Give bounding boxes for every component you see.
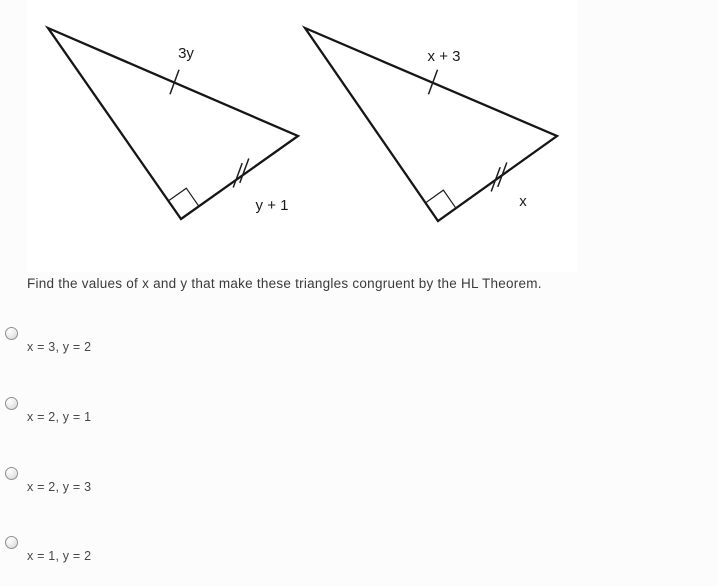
radio-button-4[interactable] [5,536,18,549]
answer-option-2[interactable] [0,397,420,441]
triangles-diagram [0,0,718,272]
right-hypotenuse-label: x + 3 [427,48,461,65]
left-hypotenuse-label: 3y [178,45,194,62]
right-triangle [305,28,557,221]
radio-button-3[interactable] [5,467,18,480]
option-label-4[interactable]: x = 1, y = 2 [27,549,92,563]
right-right-angle-marker [426,190,456,208]
radio-button-1[interactable] [5,327,18,340]
right-leg-label: x [519,193,527,210]
option-label-3[interactable]: x = 2, y = 3 [27,480,92,494]
right-leg-tick-1 [491,167,500,191]
left-right-angle-marker [168,188,199,206]
left-leg-label: y + 1 [255,197,289,214]
answer-option-1[interactable] [0,327,420,371]
answer-option-4[interactable] [0,536,420,580]
right-leg-tick-2 [498,163,507,187]
answer-option-3[interactable] [0,467,420,511]
left-triangle-outline [48,28,298,219]
option-label-2[interactable]: x = 2, y = 1 [27,410,92,424]
question-text: Find the values of x and y that make these triangles congruent by the HL Theorem. [27,276,542,291]
option-label-1[interactable]: x = 3, y = 2 [27,340,92,354]
radio-button-2[interactable] [5,397,18,410]
left-triangle [48,28,298,219]
